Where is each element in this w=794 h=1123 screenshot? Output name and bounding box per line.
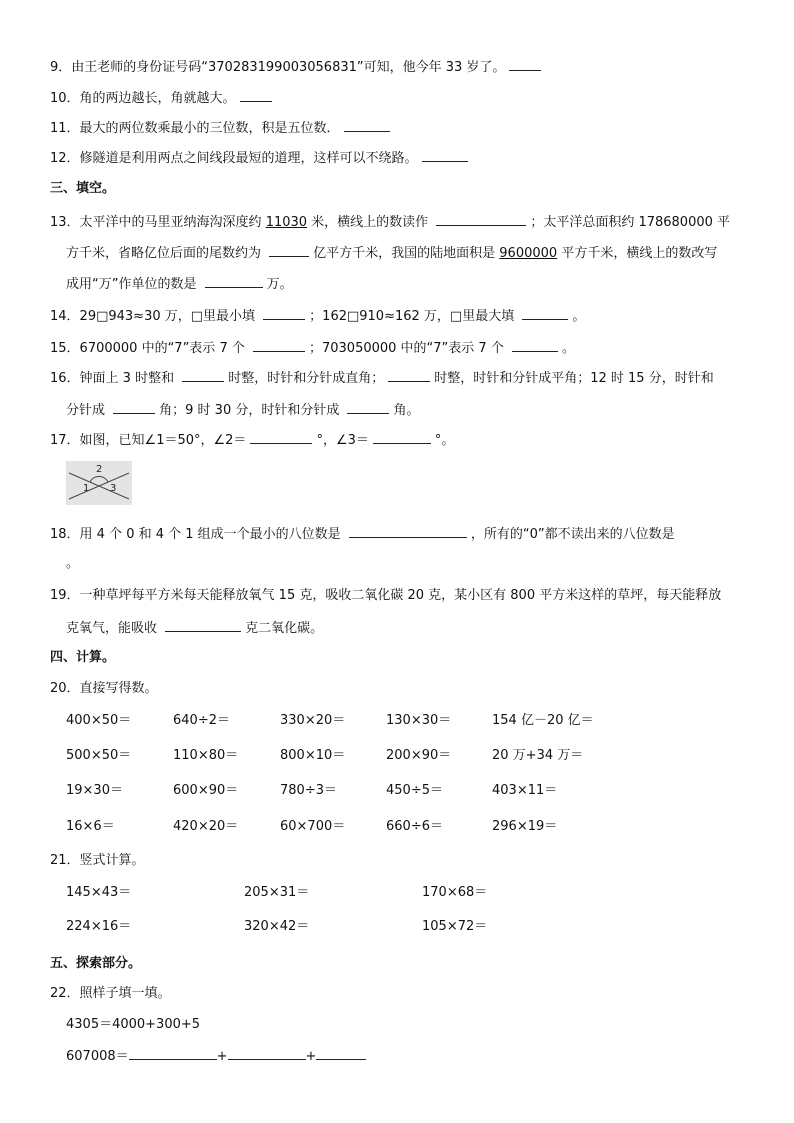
q20-expression: 19×30＝ xyxy=(66,783,123,798)
q22-blank-1[interactable] xyxy=(129,1046,217,1060)
q9-answer-blank[interactable] xyxy=(509,57,541,71)
q13-text-f: 平方千米，横线上的数改写 xyxy=(557,246,718,261)
q19-blank-co2[interactable] xyxy=(165,618,241,632)
q14-text-b: ；162□910≈162 万，□里最大填 xyxy=(309,309,519,324)
q15-text-a: 15．6700000 中的“7”表示 7 个 xyxy=(50,341,249,356)
q13-text-h: 万。 xyxy=(266,277,293,292)
q16-text-b: 时整，时针和分针成直角； xyxy=(228,371,385,386)
q13-text-g: 成用“万”作单位的数是 xyxy=(66,277,201,292)
q9-text: 9．由王老师的身份证号码“370283199003056831”可知，他今年 33 岁了。 xyxy=(50,60,506,75)
q21-row xyxy=(0,884,794,902)
fig-label-3: 3 xyxy=(110,483,117,494)
q21-expression: 105×72＝ xyxy=(422,919,488,934)
q20-expression: 110×80＝ xyxy=(173,748,239,763)
q20-expression: 16×6＝ xyxy=(66,819,115,834)
q14-text-c: 。 xyxy=(572,309,586,324)
q19-text-b: 克氧气，能吸收 xyxy=(66,621,162,636)
q20-row xyxy=(0,818,794,836)
q18-blank-1[interactable] xyxy=(349,524,467,538)
q21-row xyxy=(0,918,794,936)
q13-text-a: 13．太平洋中的马里亚纳海沟深度约 xyxy=(50,215,266,230)
intersecting-lines-diagram xyxy=(66,461,132,505)
q13-underlined-depth: 11030 xyxy=(265,215,308,230)
q11-text: 11．最大的两位数乘最小的三位数，积是五位数． xyxy=(50,121,340,136)
q22-prompt: 607008＝ xyxy=(66,1049,129,1064)
q13-underlined-area: 9600000 xyxy=(499,246,558,261)
q16-blank-4[interactable] xyxy=(347,400,389,414)
q13-blank-reading[interactable] xyxy=(436,212,526,226)
q20-expression: 640÷2＝ xyxy=(173,713,230,728)
question-10 xyxy=(50,88,276,108)
q20-expression: 800×10＝ xyxy=(280,748,346,763)
q22-plus-2: + xyxy=(305,1049,317,1064)
q10-answer-blank[interactable] xyxy=(240,88,272,102)
q16-text-c: 时整，时针和分针成平角；12 时 15 分，时针和 xyxy=(434,371,714,386)
section-5-heading: 五、探索部分。 xyxy=(50,956,142,971)
q20-expression: 20 万+34 万＝ xyxy=(492,748,584,763)
q20-expression: 296×19＝ xyxy=(492,819,558,834)
q17-blank-angle3[interactable] xyxy=(373,430,431,444)
q20-expression: 60×700＝ xyxy=(280,819,346,834)
q20-expression: 450÷5＝ xyxy=(386,783,443,798)
question-20-title: 20．直接写得数。 xyxy=(50,681,158,696)
fig-label-2: 2 xyxy=(96,464,103,475)
q19-text-a: 19．一种草坪每平方米每天能释放氧气 15 克，吸收二氧化碳 20 克，某小区有 800 平方米这样的草坪，每天能释放 xyxy=(50,588,722,603)
q20-expression: 660÷6＝ xyxy=(386,819,443,834)
q10-text: 10．角的两边越长，角就越大。 xyxy=(50,91,236,106)
question-9 xyxy=(50,57,545,77)
q13-text-d: 方千米，省略亿位后面的尾数约为 xyxy=(66,246,266,261)
section-3-heading: 三、填空。 xyxy=(50,181,116,196)
q20-row xyxy=(0,782,794,800)
q22-example: 4305＝4000+300+5 xyxy=(66,1017,201,1032)
question-14 xyxy=(50,306,585,326)
q20-expression: 200×90＝ xyxy=(386,748,452,763)
q20-expression: 500×50＝ xyxy=(66,748,132,763)
question-13-line-3 xyxy=(66,274,293,294)
q16-text-a: 16．钟面上 3 时整和 xyxy=(50,371,179,386)
q22-blank-3[interactable] xyxy=(316,1046,366,1060)
fig-label-1: 1 xyxy=(83,483,90,494)
angle-figure xyxy=(66,461,132,505)
q21-expression: 205×31＝ xyxy=(244,885,310,900)
question-19-line-1 xyxy=(50,587,721,605)
q12-text: 12．修隧道是利用两点之间线段最短的道理，这样可以不绕路。 xyxy=(50,151,418,166)
q13-text-e: 亿平方千米，我国的陆地面积是 xyxy=(313,246,500,261)
question-15 xyxy=(50,338,575,358)
q20-expression: 403×11＝ xyxy=(492,783,558,798)
q19-text-c: 克二氧化碳。 xyxy=(245,621,324,636)
q20-row xyxy=(0,747,794,765)
q17-text-c: °。 xyxy=(434,433,455,448)
q20-expression: 400×50＝ xyxy=(66,713,132,728)
q15-blank-1[interactable] xyxy=(253,338,305,352)
question-19-line-2 xyxy=(66,618,323,638)
question-11 xyxy=(50,118,394,138)
q13-text-c: ；太平洋总面积约 178680000 平 xyxy=(530,215,731,230)
q18-text-a: 18．用 4 个 0 和 4 个 1 组成一个最小的八位数是 xyxy=(50,527,345,542)
q20-expression: 780÷3＝ xyxy=(280,783,337,798)
question-13-line-2 xyxy=(66,243,717,263)
question-16-line-2 xyxy=(66,400,420,420)
question-16-line-1 xyxy=(50,368,714,388)
q15-text-b: ；703050000 中的“7”表示 7 个 xyxy=(308,341,508,356)
question-18-line-2 xyxy=(66,555,79,573)
q20-row xyxy=(0,712,794,730)
q18-text-c: 。 xyxy=(66,556,80,571)
q12-answer-blank[interactable] xyxy=(422,148,468,162)
q17-text-b: °，∠3＝ xyxy=(316,433,369,448)
q13-blank-wan[interactable] xyxy=(205,274,263,288)
q18-text-b: ，所有的“0”都不读出来的八位数是 xyxy=(470,527,675,542)
q17-text-a: 17．如图，已知∠1＝50°，∠2＝ xyxy=(50,433,247,448)
q21-expression: 224×16＝ xyxy=(66,919,132,934)
q15-text-c: 。 xyxy=(561,341,575,356)
q16-text-e: 角；9 时 30 分，时针和分针成 xyxy=(159,403,344,418)
q16-blank-2[interactable] xyxy=(388,368,430,382)
q22-plus-1: + xyxy=(216,1049,228,1064)
q14-text-a: 14．29□943≈30 万，□里最小填 xyxy=(50,309,260,324)
q11-answer-blank[interactable] xyxy=(344,118,390,132)
q13-blank-yi[interactable] xyxy=(269,243,309,257)
q17-blank-angle2[interactable] xyxy=(250,430,312,444)
q15-blank-2[interactable] xyxy=(512,338,558,352)
question-21-title: 21．竖式计算。 xyxy=(50,853,145,868)
question-18-line-1 xyxy=(50,524,675,544)
q20-expression: 154 亿－20 亿＝ xyxy=(492,713,594,728)
q20-expression: 600×90＝ xyxy=(173,783,239,798)
question-12 xyxy=(50,148,472,168)
q22-exercise xyxy=(66,1046,366,1066)
q16-blank-1[interactable] xyxy=(182,368,224,382)
q20-expression: 420×20＝ xyxy=(173,819,239,834)
q21-expression: 320×42＝ xyxy=(244,919,310,934)
q13-text-b: 米，横线上的数读作 xyxy=(307,215,433,230)
q22-blank-2[interactable] xyxy=(228,1046,306,1060)
q16-text-d: 分针成 xyxy=(66,403,110,418)
q14-blank-2[interactable] xyxy=(522,306,568,320)
q14-blank-1[interactable] xyxy=(263,306,305,320)
q21-expression: 170×68＝ xyxy=(422,885,488,900)
question-17 xyxy=(50,430,454,450)
q16-blank-3[interactable] xyxy=(113,400,155,414)
q16-text-f: 角。 xyxy=(393,403,420,418)
question-22-title: 22．照样子填一填。 xyxy=(50,986,171,1001)
q20-expression: 130×30＝ xyxy=(386,713,452,728)
q21-expression: 145×43＝ xyxy=(66,885,132,900)
section-4-heading: 四、计算。 xyxy=(50,650,116,665)
q20-expression: 330×20＝ xyxy=(280,713,346,728)
question-13-line-1 xyxy=(50,212,730,232)
